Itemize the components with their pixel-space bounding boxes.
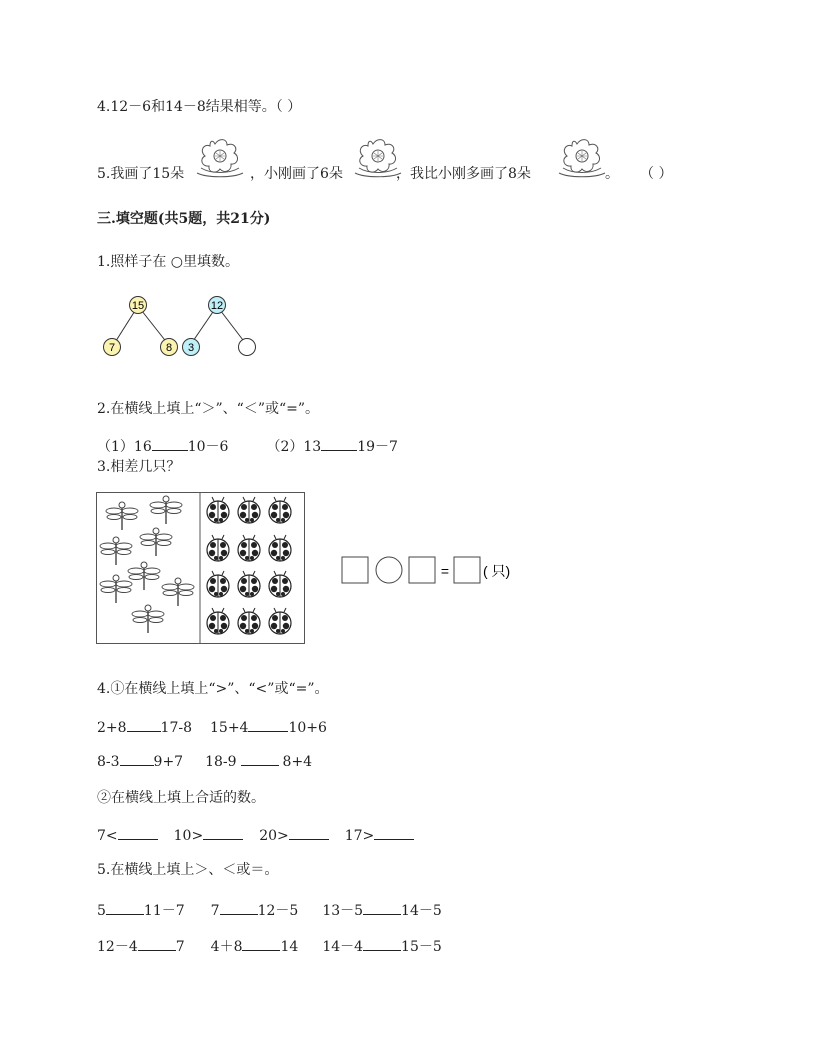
fill-4-sub-prompt: ②在横线上填上合适的数。 bbox=[97, 790, 265, 806]
expression: 14 bbox=[280, 939, 299, 955]
fill-5-row-1 bbox=[97, 902, 442, 920]
expression: 14－5 bbox=[401, 903, 442, 919]
expression: 12－5 bbox=[257, 903, 299, 919]
fill-question-2-items bbox=[97, 438, 398, 456]
item-1-label: （1）16 bbox=[97, 439, 152, 455]
q5-answer-paren: （ ） bbox=[640, 166, 673, 182]
expression: 15－5 bbox=[401, 939, 442, 955]
expression: 7 bbox=[175, 939, 185, 955]
item-2-label: （2）13 bbox=[266, 439, 322, 455]
expression: 17> bbox=[344, 828, 375, 844]
expression: 8-3 bbox=[97, 754, 120, 770]
answer-blank[interactable] bbox=[203, 827, 243, 840]
answer-box[interactable] bbox=[409, 557, 435, 583]
insects-picture bbox=[96, 492, 306, 644]
fill-question-1-prompt: 1.照样子在 ○里填数。 bbox=[97, 254, 240, 270]
item-2-rhs: 19－7 bbox=[357, 439, 398, 455]
answer-blank[interactable] bbox=[220, 902, 258, 915]
fill-question-2-prompt: 2.在横线上填上“＞”、“＜”或“=”。 bbox=[97, 401, 320, 417]
answer-blank[interactable] bbox=[120, 753, 154, 766]
expression: 5 bbox=[97, 903, 106, 919]
answer-blank[interactable] bbox=[242, 938, 280, 951]
bond-top-value: 15 bbox=[131, 300, 145, 312]
answer-blank[interactable] bbox=[138, 938, 176, 951]
equation-template bbox=[340, 555, 530, 585]
expression: 2+8 bbox=[97, 720, 127, 736]
fill-question-3-prompt: 3.相差几只？ bbox=[97, 459, 181, 475]
answer-blank[interactable] bbox=[241, 753, 279, 766]
answer-blank[interactable] bbox=[248, 719, 288, 732]
answer-blank[interactable] bbox=[363, 902, 401, 915]
expression: 15+4 bbox=[210, 720, 249, 736]
fill-question-4-prompt: 4.①在横线上填上“>”、“<”或“=”。 bbox=[97, 681, 329, 697]
answer-box[interactable] bbox=[342, 557, 368, 583]
flower-icon bbox=[555, 138, 609, 180]
answer-blank[interactable] bbox=[127, 719, 161, 732]
expression: 9+7 bbox=[153, 754, 184, 770]
answer-blank[interactable] bbox=[363, 938, 401, 951]
section-title: 三.填空题(共5题，共21分) bbox=[97, 211, 271, 227]
answer-box[interactable] bbox=[454, 557, 480, 583]
bond-top-value: 12 bbox=[210, 300, 224, 312]
expression: 4＋8 bbox=[210, 939, 243, 955]
item-1-rhs: 10－6 bbox=[187, 439, 229, 455]
expression: 7 bbox=[210, 903, 220, 919]
answer-blank[interactable] bbox=[152, 438, 188, 451]
bond-left-value: 3 bbox=[187, 342, 195, 354]
q5-part-3: ，我比小刚多画了8朵 bbox=[396, 166, 531, 182]
bond-right-value: 8 bbox=[165, 342, 173, 354]
answer-blank[interactable] bbox=[374, 827, 414, 840]
q5-part-2: ，小刚画了6朵 bbox=[250, 166, 343, 182]
expression: 8+4 bbox=[282, 754, 313, 770]
operator-circle[interactable] bbox=[376, 557, 402, 583]
flower-icon bbox=[193, 138, 247, 180]
unit-label: ( 只) bbox=[483, 563, 511, 579]
fill-4-row-3 bbox=[97, 827, 414, 845]
answer-blank[interactable] bbox=[118, 827, 158, 840]
bond-answer-circle[interactable] bbox=[239, 339, 256, 356]
number-bond-diagram bbox=[96, 290, 276, 362]
expression: 7< bbox=[97, 828, 118, 844]
expression: 13－5 bbox=[322, 903, 364, 919]
fill-4-row-1 bbox=[97, 719, 327, 737]
q5-part-1: 5.我画了15朵 bbox=[97, 166, 185, 182]
answer-blank[interactable] bbox=[321, 438, 357, 451]
expression: 17-8 bbox=[160, 720, 192, 736]
expression: 10> bbox=[173, 828, 204, 844]
expression: 11－7 bbox=[143, 903, 185, 919]
judge-question-4: 4.12－6和14－8结果相等。（ ） bbox=[97, 99, 302, 115]
answer-blank[interactable] bbox=[289, 827, 329, 840]
answer-blank[interactable] bbox=[106, 902, 144, 915]
q5-part-4: 。 bbox=[605, 166, 619, 182]
expression: 20> bbox=[259, 828, 289, 844]
fill-4-row-2 bbox=[97, 753, 312, 771]
expression: 12－4 bbox=[97, 939, 138, 955]
expression: 18-9 bbox=[205, 754, 237, 770]
fill-5-row-2 bbox=[97, 938, 442, 956]
equals-sign: = bbox=[440, 563, 450, 579]
bond-left-value: 7 bbox=[108, 342, 116, 354]
fill-question-5-prompt: 5.在横线上填上＞、＜或＝。 bbox=[97, 862, 279, 878]
judge-question-5 bbox=[97, 165, 184, 183]
expression: 14－4 bbox=[322, 939, 364, 955]
expression: 10+6 bbox=[288, 720, 327, 736]
